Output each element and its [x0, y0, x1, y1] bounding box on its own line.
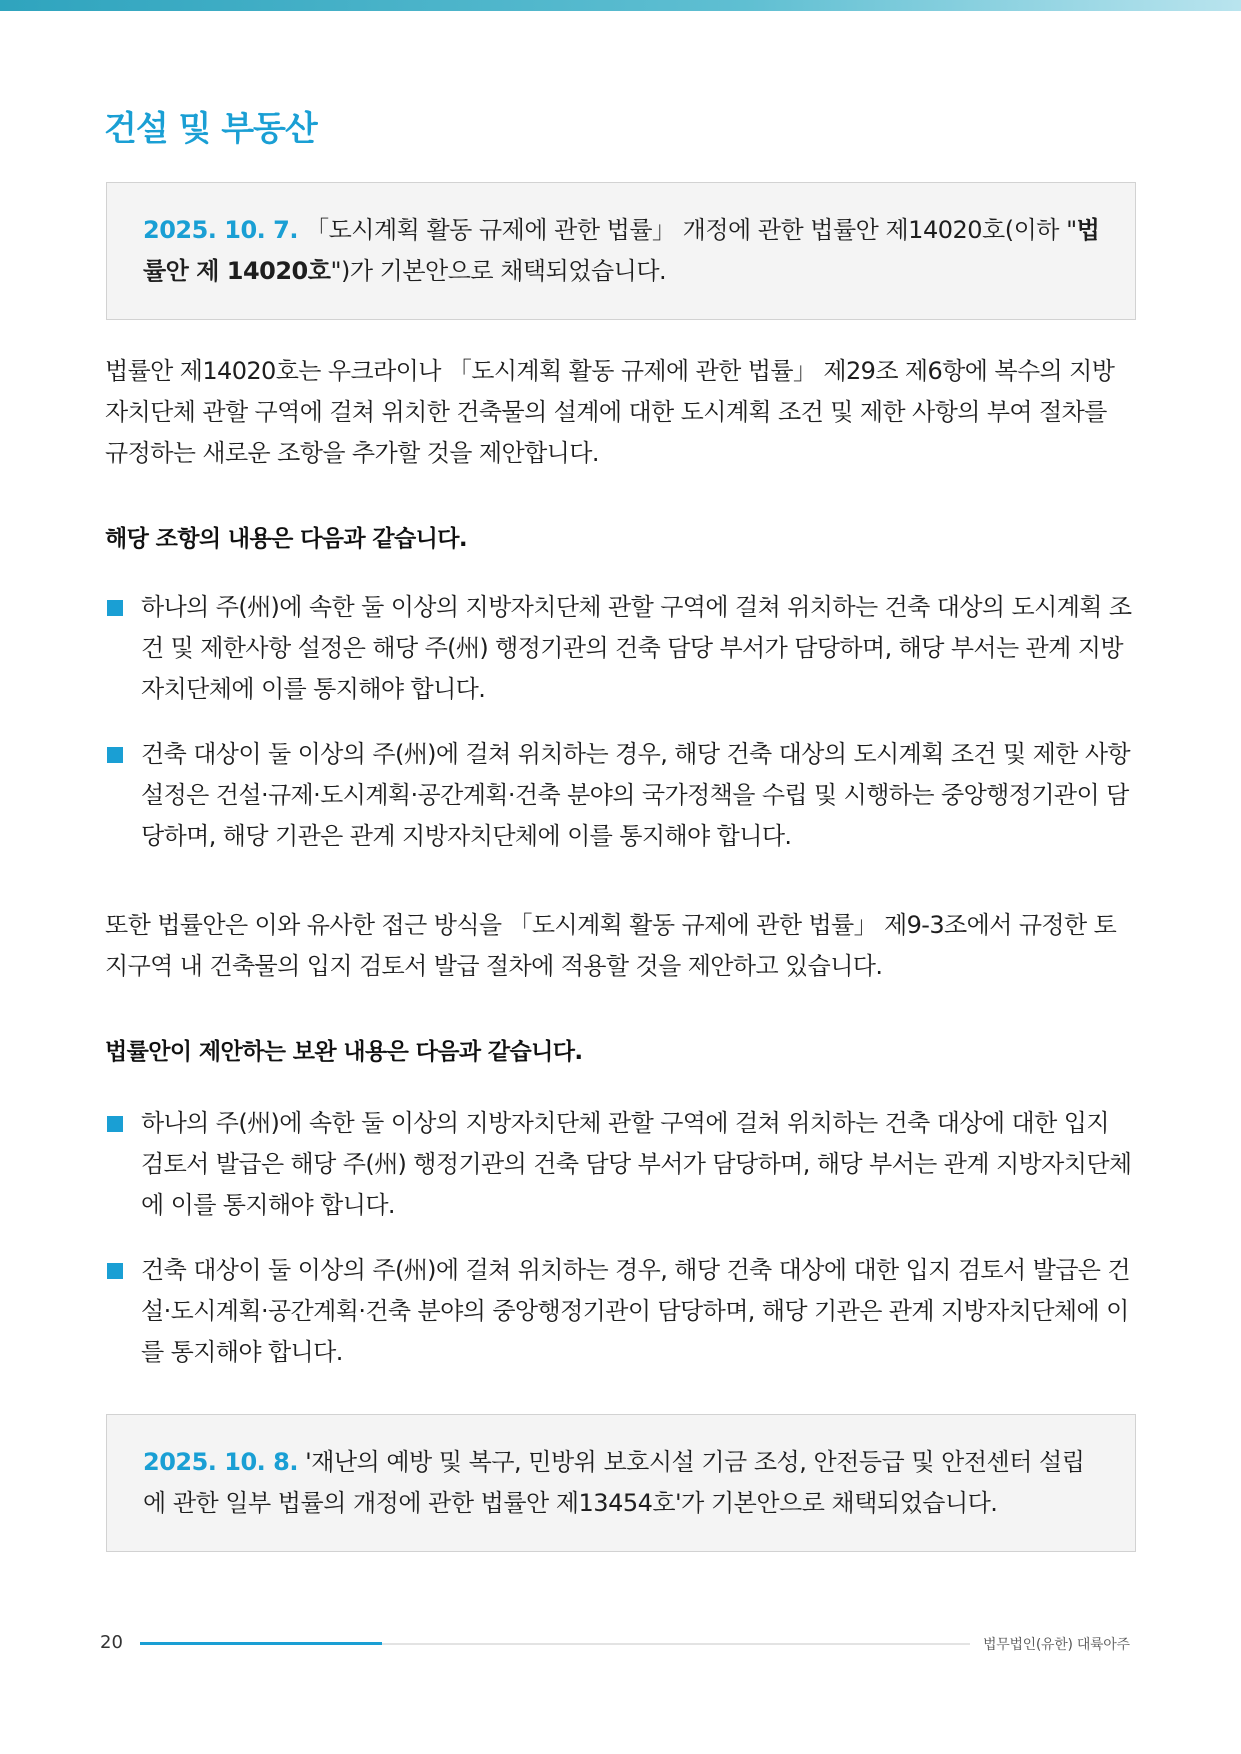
notice-2-date: 2025. 10. 8.: [143, 1448, 298, 1476]
notice-box-2: [106, 1414, 1136, 1552]
notice-2-body: '재난의 예방 및 복구, 민방위 보호시설 기금 조성, 안전등급 및 안전센터 설립에 관한 일부 법률의 개정에 관한 법률안 제13454호'가 기본안으로 채택되었습니다.: [143, 1448, 1085, 1517]
notice-box-1: [106, 182, 1136, 320]
notice-1-text-b: ")가 기본안으로 채택되었습니다.: [330, 257, 667, 285]
square-bullet-icon: [107, 1263, 123, 1279]
list-item: [105, 734, 1135, 857]
list-item-text: 건축 대상이 둘 이상의 주(州)에 걸쳐 위치하는 경우, 해당 건축 대상의 도시계획 조건 및 제한 사항 설정은 건설·규제·도시계획·공간계획·건축 분야의 국가정책을 수립 및 시행하는 중앙행정기관이 담당하며, 해당 기관은 관계 지방자치단체에 이를 통지해야 합니다.: [141, 740, 1130, 850]
list-item-text: 하나의 주(州)에 속한 둘 이상의 지방자치단체 관할 구역에 걸쳐 위치하는 건축 대상에 대한 입지 검토서 발급은 해당 주(州) 행정기관의 건축 담당 부서가 담당하며, 해당 부서는 관계 지방자치단체에 이를 통지해야 합니다.: [141, 1109, 1132, 1219]
square-bullet-icon: [107, 747, 123, 763]
top-accent-bar: [0, 0, 1241, 11]
section-title: 건설 및 부동산: [104, 109, 317, 149]
square-bullet-icon: [107, 600, 123, 616]
notice-1-date: 2025. 10. 7.: [143, 216, 298, 244]
footer-brand: 법무법인(유한) 대륙아주: [983, 1637, 1130, 1653]
notice-1-text: [143, 210, 1105, 292]
list-item: [105, 587, 1135, 710]
notice-1-bold: 법률안 제 14020호: [143, 216, 1100, 285]
list-item: [105, 1103, 1135, 1226]
notice-2-text: [143, 1442, 1105, 1524]
subheading-2: 법률안이 제안하는 보완 내용은 다음과 같습니다.: [105, 1039, 583, 1065]
footer-divider-accent: [140, 1642, 382, 1645]
square-bullet-icon: [107, 1116, 123, 1132]
subheading-1: 해당 조항의 내용은 다음과 같습니다.: [105, 526, 468, 552]
paragraph-2: 또한 법률안은 이와 유사한 접근 방식을 「도시계획 활동 규제에 관한 법률」 제9-3조에서 규정한 토지구역 내 건축물의 입지 검토서 발급 절차에 적용할 것을 제안하고 있습니다.: [105, 911, 1117, 980]
page-number: 20: [100, 1632, 123, 1653]
paragraph-1: 법률안 제14020호는 우크라이나 「도시계획 활동 규제에 관한 법률」 제29조 제6항에 복수의 지방자치단체 관할 구역에 걸쳐 위치한 건축물의 설계에 대한 도시계획 조건 및 제한 사항의 부여 절차를 규정하는 새로운 조항을 추가할 것을 제안합니다.: [105, 357, 1115, 467]
list-item-text: 건축 대상이 둘 이상의 주(州)에 걸쳐 위치하는 경우, 해당 건축 대상에 대한 입지 검토서 발급은 건설·도시계획·공간계획·건축 분야의 중앙행정기관이 담당하며, 해당 기관은 관계 지방자치단체에 이를 통지해야 합니다.: [141, 1256, 1130, 1366]
notice-1-text-a: 「도시계획 활동 규제에 관한 법률」 개정에 관한 법률안 제14020호(이하 ": [297, 216, 1077, 244]
list-item: [105, 1250, 1135, 1373]
list-item-text: 하나의 주(州)에 속한 둘 이상의 지방자치단체 관할 구역에 걸쳐 위치하는 건축 대상의 도시계획 조건 및 제한사항 설정은 해당 주(州) 행정기관의 건축 담당 부서가 담당하며, 해당 부서는 관계 지방자치단체에 이를 통지해야 합니다.: [141, 593, 1132, 703]
